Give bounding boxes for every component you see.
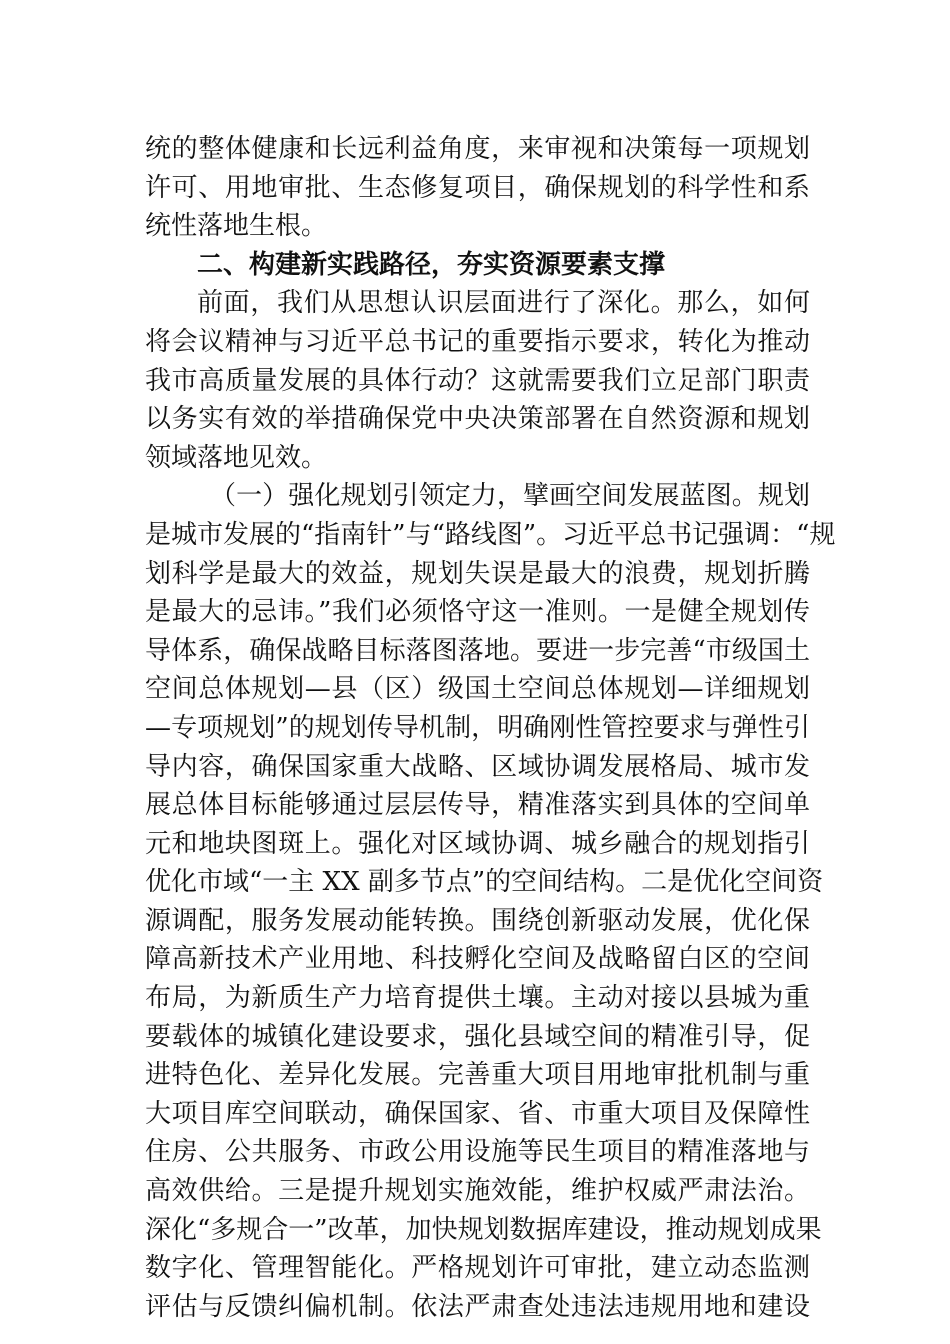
text-line: 我市高质量发展的具体行动？这就需要我们立足部门职责 [145, 365, 810, 396]
paragraph-3 [145, 477, 836, 1326]
text-line: 导体系，确保战略目标落图落地。要进一步完善“市级国土 [145, 635, 810, 666]
text-line: 是城市发展的“指南针”与“路线图”。习近平总书记强调：“规 [145, 519, 836, 550]
text-line: 评估与反馈纠偏机制。依法严肃查处违法违规用地和建设 [145, 1291, 810, 1322]
text-line: —专项规划”的规划传导机制，明确刚性管控要求与弹性引 [145, 712, 810, 743]
text-line: 以务实有效的举措确保党中央决策部署在自然资源和规划 [145, 404, 810, 435]
paragraph-2 [145, 284, 810, 477]
text-line: 统的整体健康和长远利益角度，来审视和决策每一项规划 [145, 134, 810, 164]
text-line: 高效供给。三是提升规划实施效能，维护权威严肃法治。 [145, 1176, 810, 1207]
text-line: 是最大的忌讳。”我们必须恪守这一准则。一是健全规划传 [145, 597, 810, 628]
text-line: 进特色化、差异化发展。完善重大项目用地审批机制与重 [145, 1060, 810, 1091]
document-page [145, 130, 836, 1326]
text-line: 住房、公共服务、市政公用设施等民生项目的精准落地与 [145, 1137, 810, 1168]
text-line: 源调配，服务发展动能转换。围绕创新驱动发展，优化保 [145, 905, 810, 936]
text-line: 大项目库空间联动，确保国家、省、市重大项目及保障性 [145, 1098, 810, 1129]
text-line: （一）强化规划引领定力，擘画空间发展蓝图。规划 [210, 481, 810, 512]
text-line: 划科学是最大的效益，规划失误是最大的浪费，规划折腾 [145, 558, 810, 589]
text-line: 空间总体规划—县（区）级国土空间总体规划—详细规划 [145, 674, 810, 705]
text-line: 领域落地见效。 [145, 442, 328, 473]
text-line: 前面，我们从思想认识层面进行了深化。那么，如何 [197, 288, 810, 319]
text-line: 展总体目标能够通过层层传导，精准落实到具体的空间单 [145, 790, 810, 821]
text-line: 导内容，确保国家重大战略、区域协调发展格局、城市发 [145, 751, 810, 782]
text-line: 数字化、管理智能化。严格规划许可审批，建立动态监测 [145, 1253, 810, 1284]
text-line: 统性落地生根。 [145, 211, 328, 242]
paragraph-1 [145, 130, 810, 246]
text-line: 深化“多规合一”改革，加快规划数据库建设，推动规划成果 [145, 1214, 822, 1245]
text-line: 元和地块图斑上。强化对区域协调、城乡融合的规划指引 [145, 828, 810, 859]
text-line: 许可、用地审批、生态修复项目，确保规划的科学性和系 [145, 172, 810, 203]
text-line: 布局，为新质生产力培育提供土壤。主动对接以县城为重 [145, 983, 810, 1014]
section-heading: 二、构建新实践路径，夯实资源要素支撑 [197, 249, 666, 280]
text-line: 将会议精神与习近平总书记的重要指示要求，转化为推动 [145, 326, 810, 357]
text-line: 优化市域“一主 XX 副多节点”的空间结构。二是优化空间资 [145, 867, 824, 898]
text-line: 障高新技术产业用地、科技孵化空间及战略留白区的空间 [145, 944, 810, 975]
text-line: 要载体的城镇化建设要求，强化县域空间的精准引导，促 [145, 1021, 810, 1052]
